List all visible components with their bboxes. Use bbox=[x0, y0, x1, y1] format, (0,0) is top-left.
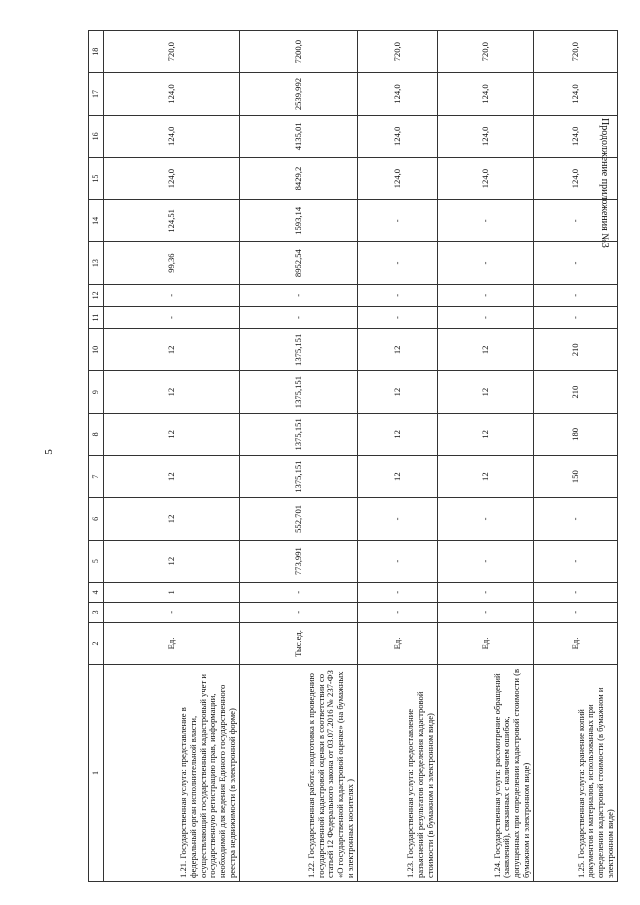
table-row bbox=[358, 31, 438, 882]
value-cell: 12 bbox=[438, 371, 534, 413]
value-cell: 1593,14 bbox=[240, 200, 358, 242]
row-name-cell: 1.25. Государственная услуга: хранение копий документов и материалов, использованных при определении кадастровой стоимости (в бумажном и электронном виде) bbox=[534, 665, 618, 882]
header-cell: 11 bbox=[89, 306, 104, 328]
value-cell: 12 bbox=[438, 413, 534, 455]
header-cell: 13 bbox=[89, 242, 104, 284]
header-cell: 18 bbox=[89, 31, 104, 73]
value-cell: - bbox=[438, 540, 534, 582]
header-cell: 5 bbox=[89, 540, 104, 582]
value-cell: - bbox=[534, 200, 618, 242]
value-cell: 99,36 bbox=[104, 242, 240, 284]
header-cell: 17 bbox=[89, 73, 104, 115]
caption: Продолжение приложения №3 bbox=[599, 118, 610, 248]
table-row bbox=[534, 31, 618, 882]
value-cell: - bbox=[240, 582, 358, 602]
value-cell: - bbox=[534, 242, 618, 284]
value-cell: 1375,151 bbox=[240, 456, 358, 498]
value-cell: 12 bbox=[104, 498, 240, 540]
value-cell: 12 bbox=[104, 456, 240, 498]
header-cell: 9 bbox=[89, 371, 104, 413]
value-cell: 552,701 bbox=[240, 498, 358, 540]
value-cell: - bbox=[438, 602, 534, 622]
value-cell: 124,0 bbox=[534, 73, 618, 115]
header-cell: 3 bbox=[89, 602, 104, 622]
value-cell: 124,0 bbox=[358, 115, 438, 157]
value-cell: 4135,01 bbox=[240, 115, 358, 157]
value-cell: 210 bbox=[534, 329, 618, 371]
header-cell: 1 bbox=[89, 665, 104, 882]
value-cell: - bbox=[104, 306, 240, 328]
value-cell: 720,0 bbox=[438, 31, 534, 73]
value-cell: 124,0 bbox=[534, 157, 618, 199]
value-cell: 124,51 bbox=[104, 200, 240, 242]
value-cell: 12 bbox=[438, 329, 534, 371]
value-cell: 8429,2 bbox=[240, 157, 358, 199]
value-cell: 12 bbox=[104, 540, 240, 582]
value-cell: 210 bbox=[534, 371, 618, 413]
table-row bbox=[104, 31, 240, 882]
value-cell: 12 bbox=[104, 413, 240, 455]
header-cell: 8 bbox=[89, 413, 104, 455]
value-cell: 12 bbox=[358, 371, 438, 413]
value-cell: 1 bbox=[104, 582, 240, 602]
value-cell: 2539,992 bbox=[240, 73, 358, 115]
row-name-cell: 1.23. Государственная услуга: предоставление разъяснений результатов определения кадастровой стоимости (в бумажном и электронном виде) bbox=[358, 665, 438, 882]
value-cell: - bbox=[104, 284, 240, 306]
value-cell: 720,0 bbox=[534, 31, 618, 73]
value-cell: 12 bbox=[358, 329, 438, 371]
row-name-cell: 1.22. Государственная работа: подготовка к проведению государственной кадастровой оценки в соответствии со статьей 12 Федерального закона от 03.07.2016 № 237-ФЗ «О государственной кадастровой оценке» (на бумажных и электронных носителях ) bbox=[240, 665, 358, 882]
header-cell: 2 bbox=[89, 622, 104, 664]
header-cell: 12 bbox=[89, 284, 104, 306]
value-cell: - bbox=[358, 200, 438, 242]
row-unit-cell: Ед. bbox=[358, 622, 438, 664]
header-cell: 6 bbox=[89, 498, 104, 540]
value-cell: - bbox=[438, 306, 534, 328]
value-cell: 124,0 bbox=[438, 73, 534, 115]
value-cell: 124,0 bbox=[438, 115, 534, 157]
header-cell: 14 bbox=[89, 200, 104, 242]
value-cell: - bbox=[358, 498, 438, 540]
row-name-cell: 1.21. Государственная услуга: представление в федеральный орган исполнительной власти, осуществляющий государственный кадастровый учет и государственную регистрацию прав, информации, необходимой для ведения Единого государственного реестра недвижимости (в электронной форме) bbox=[104, 665, 240, 882]
value-cell: - bbox=[358, 602, 438, 622]
value-cell: - bbox=[358, 582, 438, 602]
value-cell: 8952,54 bbox=[240, 242, 358, 284]
value-cell: - bbox=[438, 582, 534, 602]
value-cell: 7200,0 bbox=[240, 31, 358, 73]
value-cell: 124,0 bbox=[438, 157, 534, 199]
value-cell: - bbox=[534, 284, 618, 306]
value-cell: - bbox=[240, 306, 358, 328]
header-cell: 16 bbox=[89, 115, 104, 157]
value-cell: - bbox=[534, 602, 618, 622]
value-cell: 720,0 bbox=[104, 31, 240, 73]
value-cell: - bbox=[358, 306, 438, 328]
header-cell: 7 bbox=[89, 456, 104, 498]
row-unit-cell: Ед. bbox=[438, 622, 534, 664]
header-row bbox=[89, 31, 104, 882]
value-cell: 124,0 bbox=[534, 115, 618, 157]
row-unit-cell: Ед. bbox=[534, 622, 618, 664]
value-cell: - bbox=[438, 242, 534, 284]
value-cell: - bbox=[438, 498, 534, 540]
value-cell: 12 bbox=[358, 413, 438, 455]
value-cell: - bbox=[438, 200, 534, 242]
value-cell: - bbox=[240, 284, 358, 306]
value-cell: 12 bbox=[438, 456, 534, 498]
value-cell: 150 bbox=[534, 456, 618, 498]
header-cell: 4 bbox=[89, 582, 104, 602]
value-cell: - bbox=[104, 602, 240, 622]
value-cell: 12 bbox=[104, 329, 240, 371]
row-name-cell: 1.24. Государственная услуга: рассмотрение обращений (заявлений), связанных с наличием ошибок, допущенных при определении кадастровой стоимости (в бумажном и электронном виде) bbox=[438, 665, 534, 882]
value-cell: - bbox=[358, 242, 438, 284]
value-cell: - bbox=[534, 540, 618, 582]
value-cell: - bbox=[358, 284, 438, 306]
value-cell: 1375,151 bbox=[240, 329, 358, 371]
value-cell: - bbox=[358, 540, 438, 582]
table-row bbox=[240, 31, 358, 882]
value-cell: 1375,151 bbox=[240, 413, 358, 455]
page-number: 5 bbox=[43, 449, 55, 455]
value-cell: 124,0 bbox=[104, 115, 240, 157]
value-cell: 12 bbox=[104, 371, 240, 413]
value-cell: 124,0 bbox=[358, 157, 438, 199]
value-cell: - bbox=[438, 284, 534, 306]
value-cell: 180 bbox=[534, 413, 618, 455]
value-cell: 773,991 bbox=[240, 540, 358, 582]
value-cell: - bbox=[534, 582, 618, 602]
value-cell: - bbox=[534, 498, 618, 540]
row-unit-cell: Ед. bbox=[104, 622, 240, 664]
row-unit-cell: Тыс.ед. bbox=[240, 622, 358, 664]
table-body bbox=[89, 31, 618, 882]
table-row bbox=[438, 31, 534, 882]
value-cell: 1375,151 bbox=[240, 371, 358, 413]
data-table bbox=[88, 30, 618, 882]
value-cell: 720,0 bbox=[358, 31, 438, 73]
header-cell: 10 bbox=[89, 329, 104, 371]
value-cell: - bbox=[534, 306, 618, 328]
value-cell: 124,0 bbox=[104, 157, 240, 199]
value-cell: 124,0 bbox=[104, 73, 240, 115]
value-cell: - bbox=[240, 602, 358, 622]
header-cell: 15 bbox=[89, 157, 104, 199]
value-cell: 12 bbox=[358, 456, 438, 498]
value-cell: 124,0 bbox=[358, 73, 438, 115]
